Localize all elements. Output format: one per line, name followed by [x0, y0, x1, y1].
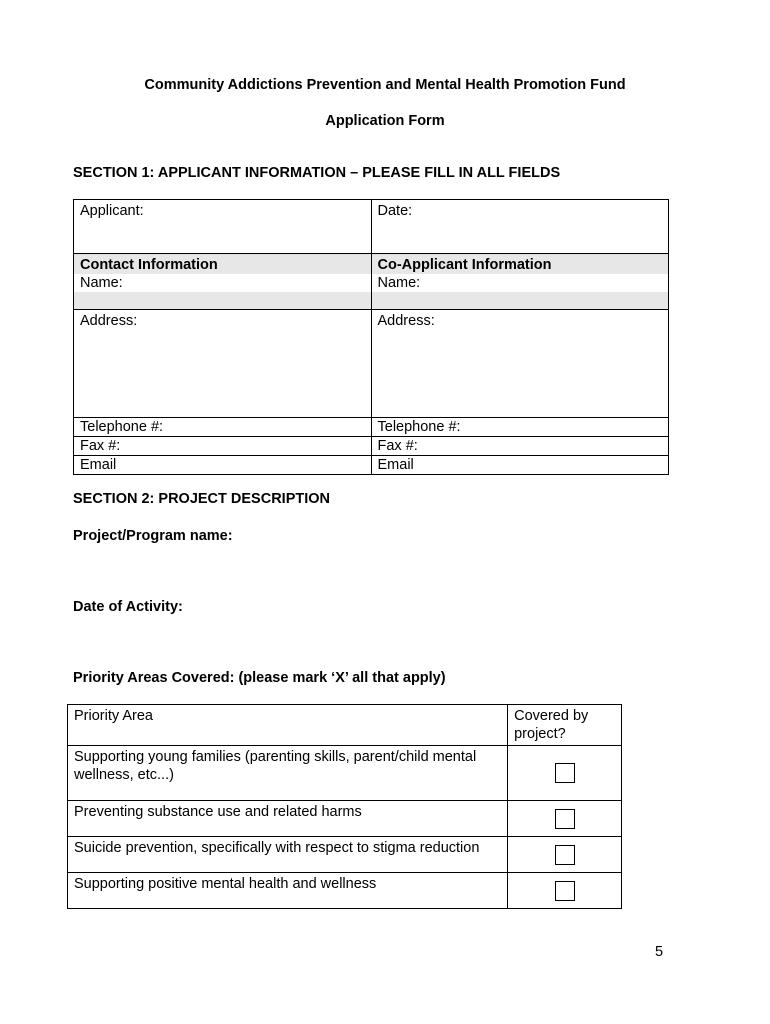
priority-row-label: Supporting young families (parenting skills, parent/child mental wellness, etc...) [68, 746, 508, 801]
form-subtitle: Application Form [325, 113, 445, 129]
priority-checkbox[interactable] [555, 881, 575, 901]
project-name-label[interactable]: Project/Program name: [73, 528, 233, 544]
contact-fax-field[interactable] [74, 437, 372, 456]
contact-info-header: Contact Information [80, 257, 218, 273]
coapplicant-fax-field[interactable] [371, 437, 669, 456]
coapplicant-email-field[interactable] [371, 456, 669, 475]
coapplicant-telephone-label: Telephone #: [377, 419, 461, 435]
applicant-label: Applicant: [80, 203, 144, 219]
coapplicant-address-label: Address: [377, 313, 435, 329]
coapplicant-name-label: Name: [372, 274, 669, 292]
page-number: 5 [655, 944, 664, 960]
contact-fax-label: Fax #: [80, 438, 121, 454]
contact-telephone-field[interactable] [74, 418, 372, 437]
priority-area-header: Priority Area [68, 705, 508, 746]
coapplicant-email-label: Email [377, 457, 414, 473]
priority-checkbox[interactable] [555, 763, 575, 783]
coapplicant-info-header: Co-Applicant Information [377, 257, 552, 273]
date-field[interactable] [371, 200, 669, 254]
date-label: Date: [377, 203, 413, 219]
section2-heading: SECTION 2: PROJECT DESCRIPTION [73, 491, 331, 507]
contact-email-label: Email [80, 457, 117, 473]
contact-address-field[interactable] [74, 310, 372, 418]
applicant-info-table [73, 199, 669, 475]
coapplicant-telephone-field[interactable] [371, 418, 669, 437]
priority-row-label: Preventing substance use and related harms [68, 801, 508, 837]
priority-areas-heading: Priority Areas Covered: (please mark ‘X’ all that apply) [73, 670, 446, 686]
contact-telephone-label: Telephone #: [80, 419, 164, 435]
contact-address-label: Address: [80, 313, 138, 329]
covered-header: Covered by project? [508, 705, 622, 746]
coapplicant-address-field[interactable] [371, 310, 669, 418]
priority-checkbox[interactable] [555, 845, 575, 865]
contact-name-label: Name: [74, 274, 371, 292]
section1-heading: SECTION 1: APPLICANT INFORMATION – PLEASE FILL IN ALL FIELDS [73, 165, 561, 181]
applicant-field[interactable] [74, 200, 372, 254]
coapplicant-name-field[interactable] [371, 254, 669, 310]
contact-email-field[interactable] [74, 456, 372, 475]
priority-row-label: Supporting positive mental health and wellness [68, 873, 508, 909]
coapplicant-fax-label: Fax #: [377, 438, 418, 454]
priority-checkbox[interactable] [555, 809, 575, 829]
date-of-activity-label[interactable]: Date of Activity: [73, 599, 183, 615]
form-title: Community Addictions Prevention and Mental Health Promotion Fund [144, 77, 626, 93]
priority-areas-table [67, 704, 622, 909]
priority-row-label: Suicide prevention, specifically with respect to stigma reduction [68, 837, 508, 873]
contact-name-field[interactable] [74, 254, 372, 310]
